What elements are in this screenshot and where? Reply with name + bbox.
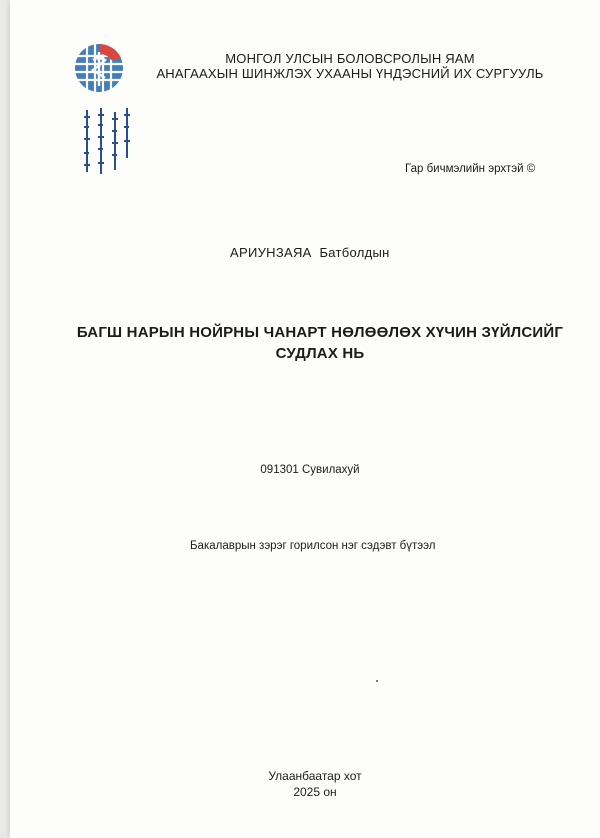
document-page xyxy=(10,0,600,838)
scan-speck xyxy=(376,680,378,682)
year: 2025 он xyxy=(293,785,337,799)
thesis-title-line-1: БАГШ НАРЫН НОЙРНЫ ЧАНАРТ НӨЛӨӨЛӨХ ХҮЧИН ЗҮЙЛСИЙГ xyxy=(76,324,564,341)
ministry-name: МОНГОЛ УЛСЫН БОЛОВСРОЛЫН ЯАМ xyxy=(225,51,475,66)
thesis-title xyxy=(40,322,600,364)
author-name: АРИУНЗАЯА Батболдын xyxy=(230,245,390,260)
mongolian-script-seal xyxy=(76,104,132,184)
university-emblem-icon xyxy=(64,38,134,98)
place-and-year xyxy=(10,768,600,800)
city-name: Улаанбаатар хот xyxy=(268,769,362,783)
thesis-title-line-2: СУДЛАХ НЬ xyxy=(275,345,365,362)
university-name: АНАГААХЫН ШИНЖЛЭХ УХААНЫ ҮНДЭСНИЙ ИХ СУРГУУЛЬ xyxy=(156,66,544,81)
program-code: 091301 Сувилахуй xyxy=(260,464,360,476)
rights-notice: Гар бичмэлийн эрхтэй © xyxy=(405,163,536,175)
degree-text: Бакалаврын зэрэг горилсон нэг сэдэвт бүтээл xyxy=(190,540,436,552)
